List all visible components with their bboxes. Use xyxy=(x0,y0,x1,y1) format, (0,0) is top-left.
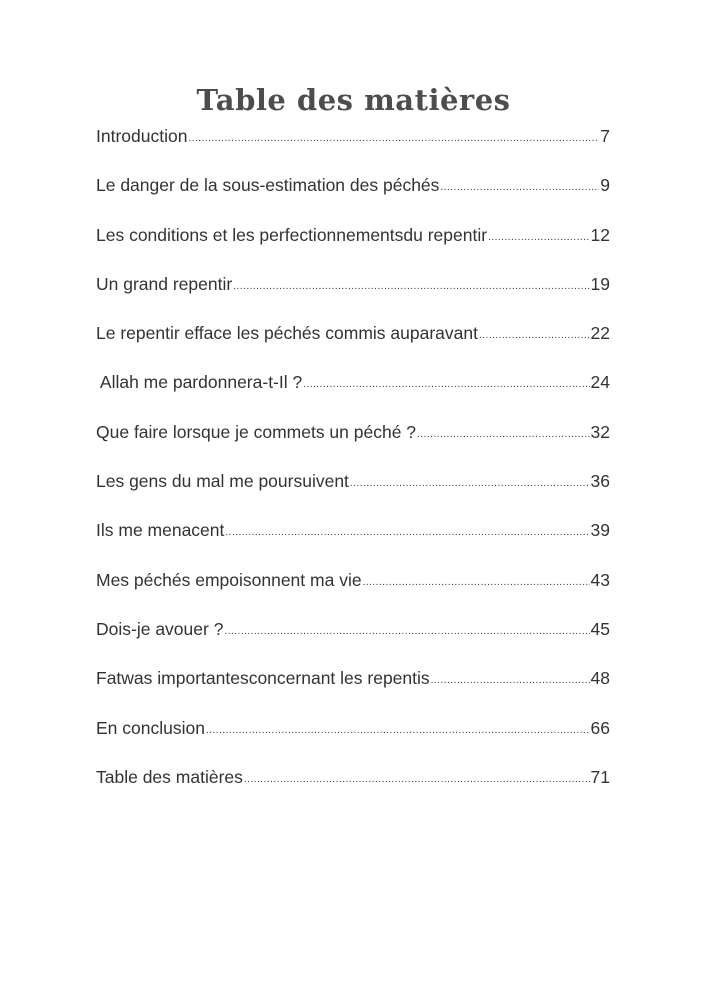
toc-entry-label: Les gens du mal me poursuivent xyxy=(96,471,349,492)
toc-entry-page: 9 xyxy=(600,175,610,196)
dot-leader xyxy=(431,662,590,696)
toc-entry-page: 43 xyxy=(590,569,610,590)
dot-leader xyxy=(206,712,590,746)
toc-entry-danger-sous-estimation[interactable] xyxy=(96,170,610,219)
toc-entry-label: Le repentir efface les péchés commis auparavant xyxy=(96,323,478,344)
table-of-contents xyxy=(96,121,610,811)
toc-entry-label: Dois-je avouer ? xyxy=(96,618,224,639)
toc-entry-label: Introduction xyxy=(96,126,188,146)
toc-entry-conclusion[interactable] xyxy=(96,713,610,762)
toc-entry-grand-repentir[interactable] xyxy=(96,269,610,318)
toc-entry-page: 45 xyxy=(590,618,610,639)
toc-entry-que-faire[interactable] xyxy=(96,417,610,466)
dot-leader xyxy=(225,514,589,548)
toc-entry-page: 39 xyxy=(590,520,610,541)
toc-entry-page: 48 xyxy=(590,668,610,689)
dot-leader xyxy=(417,416,589,450)
toc-entry-label: Un grand repentir xyxy=(96,273,233,294)
toc-entry-repentir-efface[interactable] xyxy=(96,318,610,367)
toc-entry-label: Les conditions et les perfectionnementsdu repentir xyxy=(96,224,488,245)
toc-entry-label: Table des matières xyxy=(96,766,243,787)
toc-entry-conditions-repentir[interactable] xyxy=(96,220,610,269)
dot-leader xyxy=(244,761,590,795)
toc-entry-peches-empoisonnent[interactable] xyxy=(96,565,610,614)
toc-entry-table-des-matieres[interactable] xyxy=(96,762,610,811)
toc-entry-label: Mes péchés empoisonnent ma vie xyxy=(96,569,362,590)
dot-leader xyxy=(440,169,599,203)
toc-entry-ils-me-menacent[interactable] xyxy=(96,515,610,564)
toc-entry-allah-pardonnera[interactable] xyxy=(96,367,610,416)
dot-leader xyxy=(488,219,589,253)
dot-leader xyxy=(188,120,599,154)
toc-entry-introduction[interactable] xyxy=(96,121,610,170)
dot-leader xyxy=(479,317,590,351)
toc-entry-page: 22 xyxy=(590,323,610,344)
toc-entry-label: Que faire lorsque je commets un péché ? xyxy=(96,421,417,442)
toc-entry-page: 12 xyxy=(590,224,610,245)
toc-entry-fatwas[interactable] xyxy=(96,663,610,712)
toc-entry-label: En conclusion xyxy=(96,717,205,738)
toc-entry-label: Allah me pardonnera-t-Il ? xyxy=(96,372,303,393)
toc-entry-dois-je-avouer[interactable] xyxy=(96,614,610,663)
toc-entry-page: 71 xyxy=(590,766,610,787)
toc-entry-label: Le danger de la sous-estimation des péchés xyxy=(96,175,440,196)
toc-entry-label: Fatwas importantesconcernant les repentis xyxy=(96,668,430,689)
toc-entry-page: 24 xyxy=(590,372,610,393)
toc-entry-page: 7 xyxy=(600,126,610,146)
dot-leader xyxy=(224,613,589,647)
toc-entry-label: Ils me menacent xyxy=(96,520,225,541)
toc-entry-page: 66 xyxy=(590,717,610,738)
toc-entry-page: 19 xyxy=(590,273,610,294)
dot-leader xyxy=(233,268,589,302)
toc-entry-gens-du-mal[interactable] xyxy=(96,466,610,515)
dot-leader xyxy=(363,564,590,598)
toc-entry-page: 32 xyxy=(590,421,610,442)
dot-leader xyxy=(350,465,590,499)
page-title: Table des matières xyxy=(196,83,511,118)
toc-entry-page: 36 xyxy=(590,471,610,492)
dot-leader xyxy=(303,366,589,400)
